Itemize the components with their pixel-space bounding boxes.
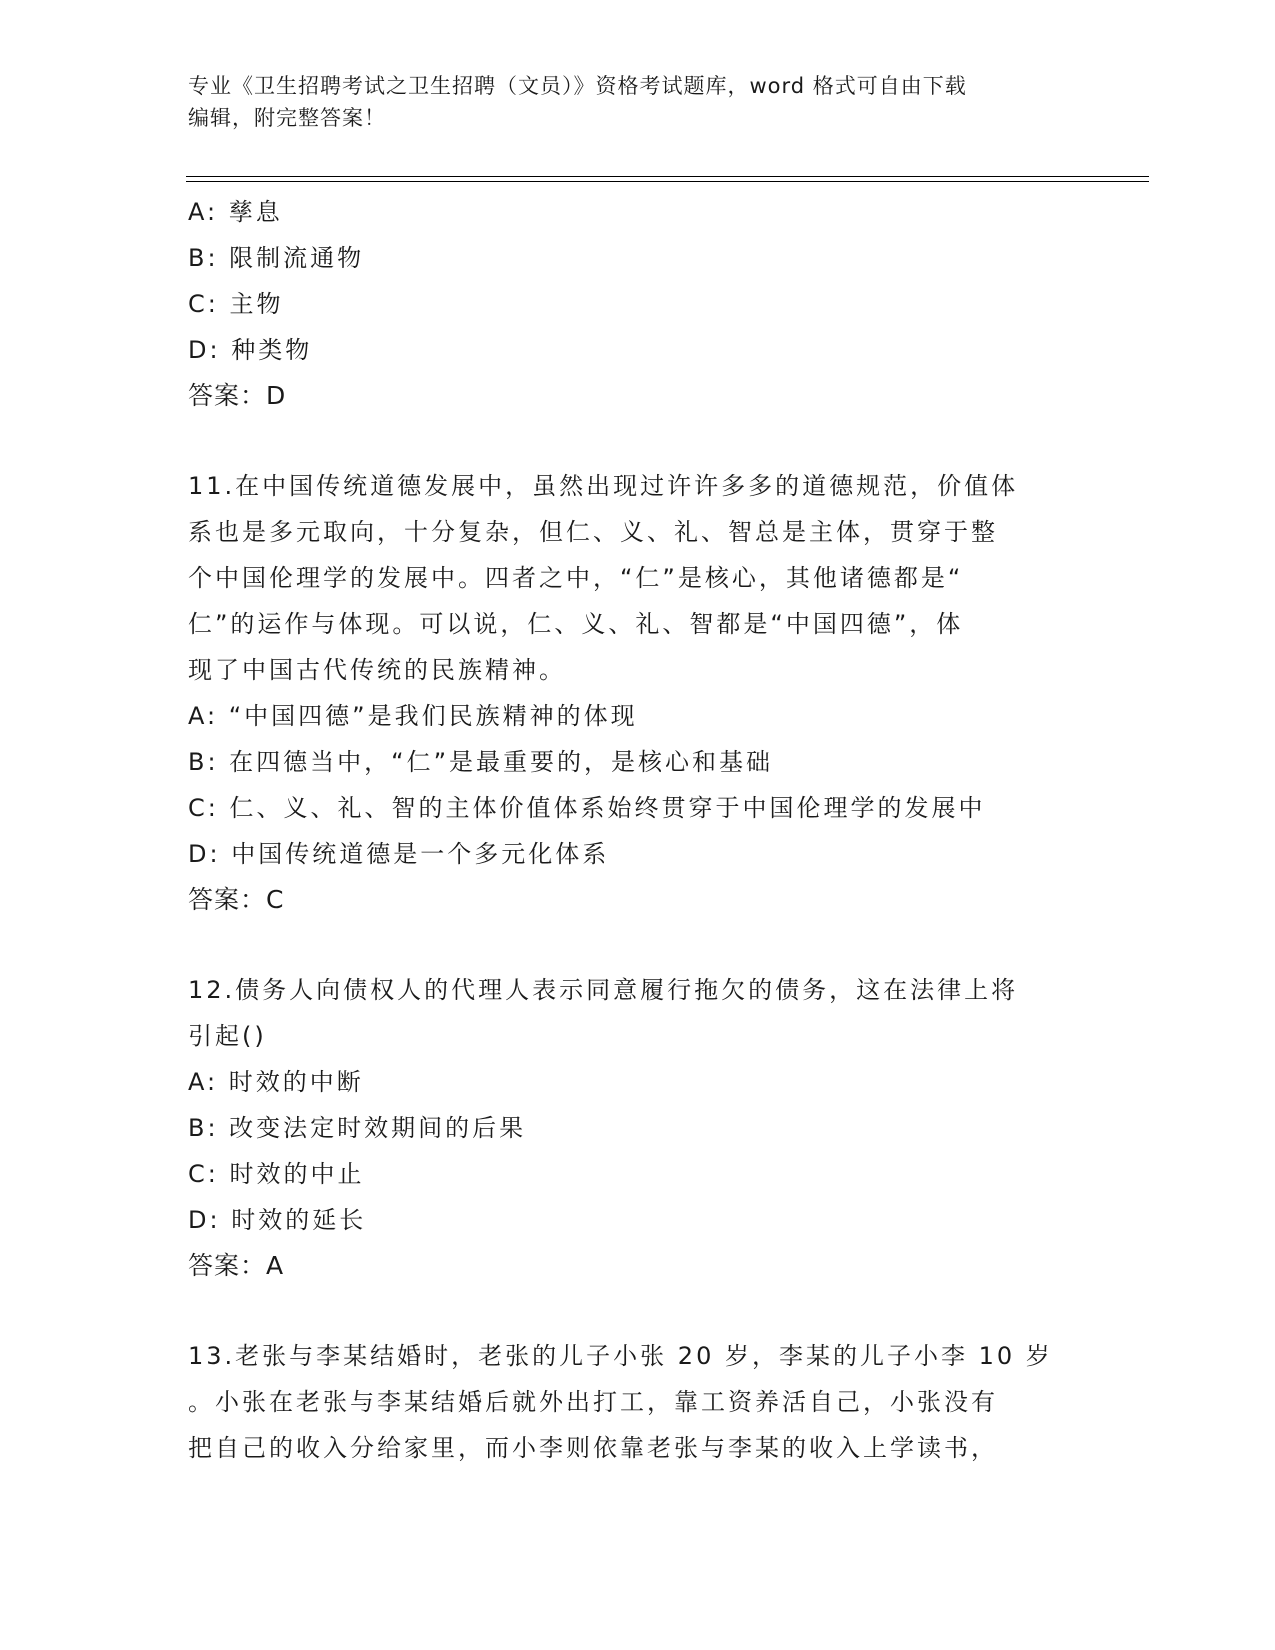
header-divider-bottom — [186, 181, 1149, 182]
document-header — [188, 70, 1068, 134]
question-stem — [188, 1333, 1088, 1471]
question-13 — [188, 1333, 1088, 1471]
answer: 答案：D — [188, 381, 287, 410]
stem-line: 仁”的运作与体现。可以说，仁、义、礼、智都是“中国四德”，体 — [188, 610, 964, 638]
question-12 — [188, 967, 1088, 1289]
option-a: A: “中国四德”是我们民族精神的体现 — [188, 702, 638, 730]
stem-line: 系也是多元取向，十分复杂，但仁、义、礼、智总是主体，贯穿于整 — [188, 518, 998, 546]
stem-line: 13.老张与李某结婚时，老张的儿子小张 20 岁，李某的儿子小李 10 岁 — [188, 1342, 1053, 1370]
stem-line: 现了中国古代传统的民族精神。 — [188, 656, 566, 684]
option-d: D: 种类物 — [188, 336, 313, 364]
question-stem — [188, 967, 1088, 1059]
question-list — [188, 189, 1088, 1471]
option-d: D: 中国传统道德是一个多元化体系 — [188, 840, 610, 868]
stem-line: 。小张在老张与李某结婚后就外出打工，靠工资养活自己，小张没有 — [188, 1388, 998, 1416]
option-b: B: 在四德当中，“仁”是最重要的，是核心和基础 — [188, 748, 774, 776]
option-a: A: 孳息 — [188, 198, 283, 226]
answer: 答案：A — [188, 1251, 285, 1280]
question-10-tail — [188, 189, 1088, 419]
option-d: D: 时效的延长 — [188, 1206, 367, 1234]
question-stem — [188, 463, 1088, 693]
stem-line: 个中国伦理学的发展中。四者之中，“仁”是核心，其他诸德都是“ — [188, 564, 964, 592]
stem-line: 11.在中国传统道德发展中，虽然出现过许许多多的道德规范，价值体 — [188, 472, 1019, 500]
option-c: C: 时效的中止 — [188, 1160, 365, 1188]
question-11 — [188, 463, 1088, 923]
option-a: A: 时效的中断 — [188, 1068, 364, 1096]
header-divider-top — [186, 176, 1149, 177]
answer: 答案：C — [188, 885, 285, 914]
stem-line: 12.债务人向债权人的代理人表示同意履行拖欠的债务，这在法律上将 — [188, 976, 1019, 1004]
option-c: C: 仁、义、礼、智的主体价值体系始终贯穿于中国伦理学的发展中 — [188, 794, 986, 822]
stem-line: 引起() — [188, 1022, 267, 1050]
header-line-1: 专业《卫生招聘考试之卫生招聘（文员）》资格考试题库，word 格式可自由下载 — [188, 74, 967, 98]
option-b: B: 改变法定时效期间的后果 — [188, 1114, 527, 1142]
stem-line: 把自己的收入分给家里，而小李则依靠老张与李某的收入上学读书， — [188, 1434, 998, 1462]
option-c: C: 主物 — [188, 290, 284, 318]
header-line-2: 编辑，附完整答案！ — [188, 106, 386, 130]
option-b: B: 限制流通物 — [188, 244, 365, 272]
